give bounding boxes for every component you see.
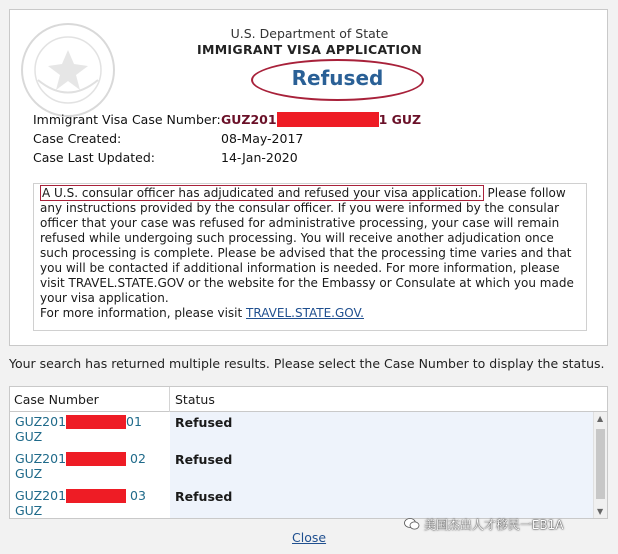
case-created-label: Case Created: bbox=[33, 131, 122, 146]
row-case-prefix: GUZ201 bbox=[15, 488, 67, 503]
case-number-value bbox=[221, 112, 421, 127]
row-case-suffix: 01 bbox=[126, 414, 142, 429]
message-highlight: A U.S. consular officer has adjudicated and refused your visa application. bbox=[42, 186, 482, 200]
table-header bbox=[10, 387, 607, 412]
watermark-text: 美国杰出人才移民一EB1A bbox=[423, 518, 564, 532]
row-case-suffix: 03 bbox=[130, 488, 146, 503]
case-number-label: Immigrant Visa Case Number: bbox=[33, 112, 221, 127]
case-number-link[interactable] bbox=[10, 486, 170, 519]
status-badge bbox=[251, 59, 424, 101]
results-note: Your search has returned multiple results. Please select the Case Number to display the status. bbox=[9, 356, 605, 371]
row-case-tail: GUZ bbox=[15, 503, 43, 518]
case-number-suffix: 1 GUZ bbox=[378, 112, 422, 127]
column-separator bbox=[169, 387, 170, 412]
column-header-status[interactable]: Status bbox=[175, 392, 215, 407]
close-link[interactable]: Close bbox=[292, 530, 327, 545]
row-case-tail: GUZ bbox=[15, 466, 43, 481]
status-message bbox=[33, 183, 587, 331]
status-panel bbox=[9, 9, 608, 346]
table-scrollbar[interactable] bbox=[593, 412, 607, 518]
travel-state-gov-link[interactable]: TRAVEL.STATE.GOV. bbox=[246, 306, 364, 320]
table-row[interactable] bbox=[10, 412, 593, 449]
row-status: Refused bbox=[170, 486, 593, 519]
table-row[interactable] bbox=[10, 486, 593, 519]
row-case-prefix: GUZ201 bbox=[15, 414, 67, 429]
row-case-suffix: 02 bbox=[130, 451, 146, 466]
scroll-up-arrow-icon[interactable]: ▲ bbox=[597, 414, 604, 423]
redaction-bar bbox=[66, 415, 126, 429]
redaction-bar bbox=[66, 489, 126, 503]
more-info-text: For more information, please visit bbox=[40, 306, 247, 320]
column-header-case-number[interactable]: Case Number bbox=[14, 392, 99, 407]
case-updated-value: 14-Jan-2020 bbox=[221, 150, 298, 165]
case-number-link[interactable] bbox=[10, 449, 170, 486]
redaction-bar bbox=[277, 112, 379, 127]
scroll-down-arrow-icon[interactable]: ▼ bbox=[597, 507, 604, 516]
application-title: IMMIGRANT VISA APPLICATION bbox=[197, 42, 422, 57]
watermark bbox=[404, 516, 564, 533]
scrollbar-thumb[interactable] bbox=[596, 429, 605, 499]
wechat-icon bbox=[404, 517, 420, 531]
table-row[interactable] bbox=[10, 449, 593, 486]
results-table bbox=[9, 386, 608, 519]
message-body: Please follow any instructions provided by the consular officer. If you were informed by the consular officer that your case was refused for administrative processing, your case will remain refused while undergoing such processing. You will receive another adjudication once such processing is complete. Please be advised that the processing time varies and that you will be contacted if additional information is needed. For more information, please visit TRAVEL.STATE.GOV or the website for the Embassy or Consulate at which you made your visa application. bbox=[40, 186, 574, 305]
department-name: U.S. Department of State bbox=[230, 26, 389, 41]
redaction-bar bbox=[66, 452, 126, 466]
row-case-prefix: GUZ201 bbox=[15, 451, 67, 466]
row-status: Refused bbox=[170, 412, 593, 449]
case-number-link[interactable] bbox=[10, 412, 170, 449]
status-text: Refused bbox=[291, 66, 384, 90]
case-created-value: 08-May-2017 bbox=[221, 131, 304, 146]
row-status: Refused bbox=[170, 449, 593, 486]
case-updated-label: Case Last Updated: bbox=[33, 150, 155, 165]
row-case-tail: GUZ bbox=[15, 429, 43, 444]
case-number-prefix: GUZ201 bbox=[221, 112, 277, 127]
